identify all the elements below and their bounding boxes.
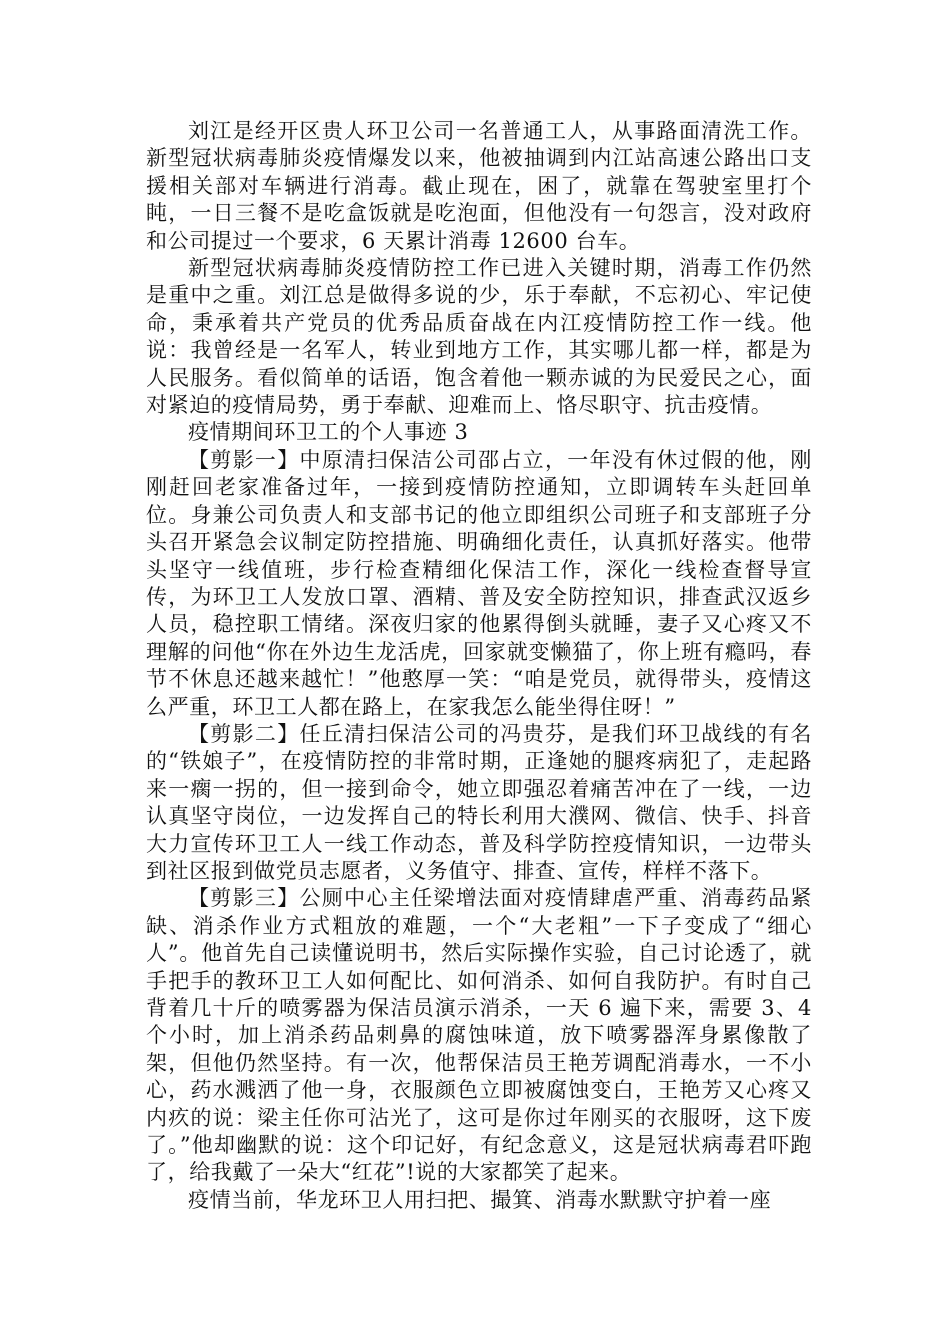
paragraph-liujiang-intro: 刘江是经开区贵人环卫公司一名普通工人，从事路面清洗工作。新型冠状病毒肺炎疫情爆发以来，他被抽调到内江站高速公路出口支援相关部对车辆进行消毒。截止现在，困了，就靠在驾驶室里打个盹，一日三餐不是吃盒饭就是吃泡面，但他没有一句怨言，没对政府和公司提过一个要求，6 天累计消毒 12600 台车。 <box>146 119 812 253</box>
section-heading: 疫情期间环卫工的个人事迹 3 <box>188 420 469 445</box>
document-page <box>146 118 812 1214</box>
paragraph-vignette-three: 【剪影三】公厕中心主任梁增法面对疫情肆虐严重、消毒药品紧缺、消杀作业方式粗放的难题，一个“大老粗”一下子变成了“细心人”。他首先自己读懂说明书，然后实际操作实验，自己讨论透了，就手把手的教环卫工人如何配比、如何消杀、如何自我防护。有时自己背着几十斤的喷雾器为保洁员演示消杀，一天 6 遍下来，需要 3、4 个小时，加上消杀药品刺鼻的腐蚀味道，放下喷雾器浑身累像散了架，但他仍然坚持。有一次，他帮保洁员王艳芳调配消毒水，一不小心，药水溅洒了他一身，衣服颜色立即被腐蚀变白，王艳芳又心疼又内疚的说：梁主任你可沾光了，这可是你过年刚买的衣服呀，这下废了。”他却幽默的说：这个印记好，有纪念意义，这是冠状病毒君吓跑了，给我戴了一朵大“红花”!说的大家都笑了起来。 <box>146 886 812 1185</box>
paragraph-vignette-two: 【剪影二】任丘清扫保洁公司的冯贵芬，是我们环卫战线的有名的“铁娘子”，在疫情防控的非常时期，正逢她的腿疼病犯了，走起路来一瘸一拐的，但一接到命令，她立即强忍着痛苦冲在了一线，一边认真坚守岗位，一边发挥自己的特长利用大濮网、微信、快手、抖音大力宣传环卫工人一线工作动态，普及科学防控疫情知识，一边带头到社区报到做党员志愿者，义务值守、排查、宣传，样样不落下。 <box>146 721 812 883</box>
paragraph-vignette-one: 【剪影一】中原清扫保洁公司邵占立，一年没有休过假的他，刚刚赶回老家准备过年，一接到疫情防控通知，立即调转车头赶回单位。身兼公司负责人和支部书记的他立即组织公司班子和支部班子分头召开紧急会议制定防控措施、明确细化责任，认真抓好落实。他带头坚守一线值班，步行检查精细化保洁工作，深化一线检查督导宣传，为环卫工人发放口罩、酒精、普及安全防控知识，排查武汉返乡人员，稳控职工情绪。深夜归家的他累得倒头就睡，妻子又心疼又不理解的问他“你在外边生龙活虎，回家就变懒猫了，你上班有瘾吗，春节不休息还越来越忙！”他憨厚一笑：“咱是党员，就得带头，疫情这么严重，环卫工人都在路上，在家我怎么能坐得住呀！” <box>146 447 812 719</box>
paragraph-closing: 疫情当前，华龙环卫人用扫把、撮箕、消毒水默默守护着一座 <box>188 1187 772 1212</box>
paragraph-liujiang-dedication: 新型冠状病毒肺炎疫情防控工作已进入关键时期，消毒工作仍然是重中之重。刘江总是做得多说的少，乐于奉献，不忘初心、牢记使命，秉承着共产党员的优秀品质奋战在内江疫情防控工作一线。他说：我曾经是一名军人，转业到地方工作，其实哪儿都一样，都是为人民服务。看似简单的话语，饱含着他一颗赤诚的为民爱民之心，面对紧迫的疫情局势，勇于奉献、迎难而上、恪尽职守、抗击疫情。 <box>146 256 812 418</box>
